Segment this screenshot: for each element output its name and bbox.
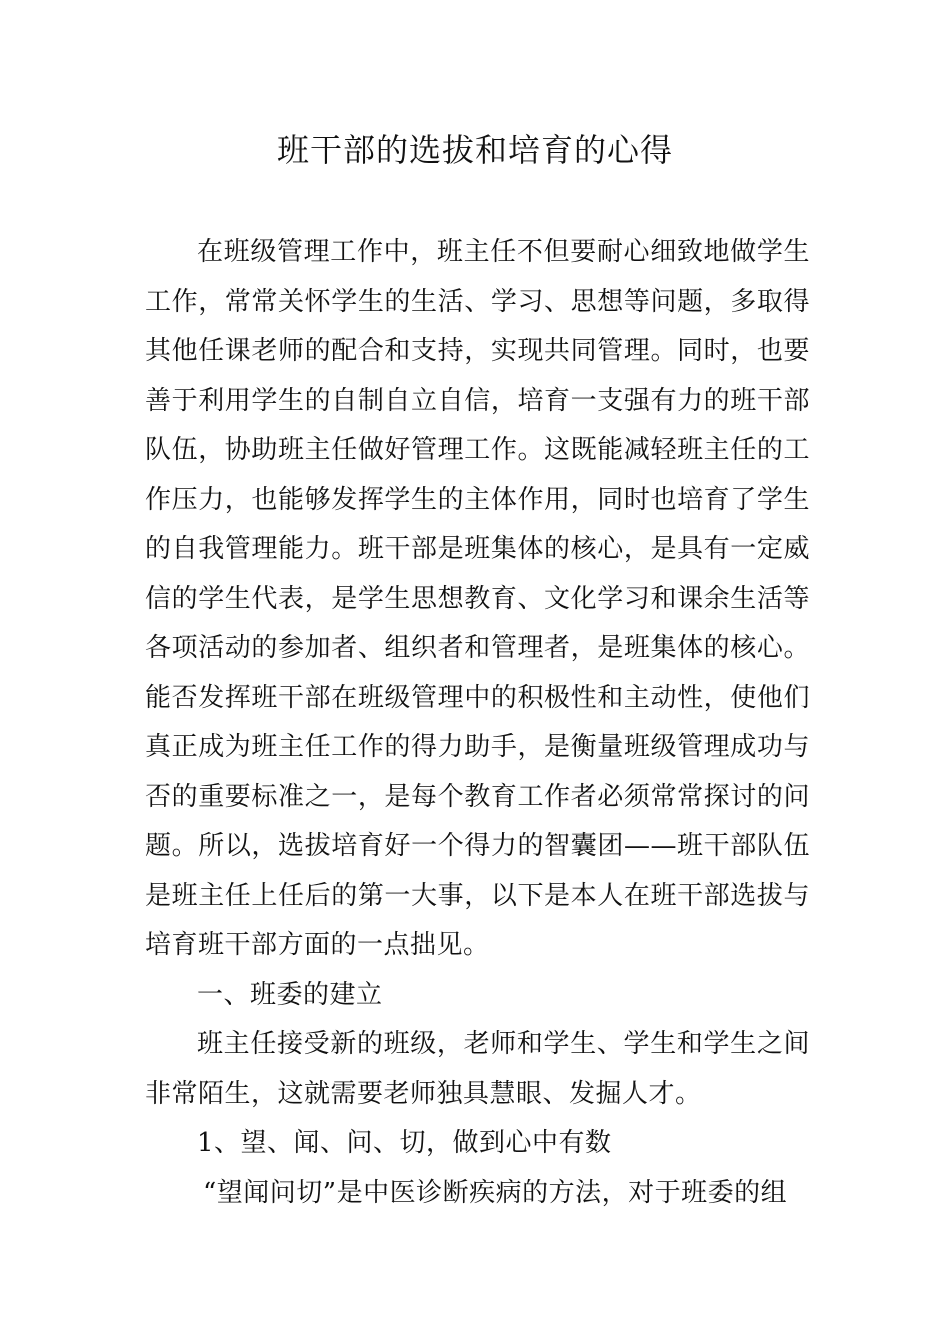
- document-body: [145, 228, 810, 1218]
- paragraph-diagnosis-method: “望闻问切”是中医诊断疾病的方法，对于班委的组: [203, 1177, 788, 1208]
- section-heading-class-committee: 一、班委的建立: [197, 979, 383, 1010]
- paragraph-new-class: 班主任接受新的班级，老师和学生、学生和学生之间非常陌生，这就需要老师独具慧眼、发掘人才。: [145, 1029, 810, 1109]
- subsection-heading-observe: 1、望、闻、问、切，做到心中有数: [197, 1128, 612, 1158]
- paragraph-intro: 在班级管理工作中，班主任不但要耐心细致地做学生工作，常常关怀学生的生活、学习、思想等问题，多取得其他任课老师的配合和支持，实现共同管理。同时，也要善于利用学生的自制自立自信，培育一支强有力的班干部队伍，协助班主任做好管理工作。这既能减轻班主任的工作压力，也能够发挥学生的主体作用，同时也培育了学生的自我管理能力。班干部是班集体的核心，是具有一定威信的学生代表，是学生思想教育、文化学习和课余生活等各项活动的参加者、组织者和管理者，是班集体的核心。能否发挥班干部在班级管理中的积极性和主动性，使他们真正成为班主任工作的得力助手，是衡量班级管理成功与否的重要标准之一，是每个教育工作者必须常常探讨的问题。所以，选拔培育好一个得力的智囊团——班干部队伍是班主任上任后的第一大事，以下是本人在班干部选拔与培育班干部方面的一点拙见。: [145, 237, 810, 960]
- document-title: 班干部的选拔和培育的心得: [276, 131, 673, 169]
